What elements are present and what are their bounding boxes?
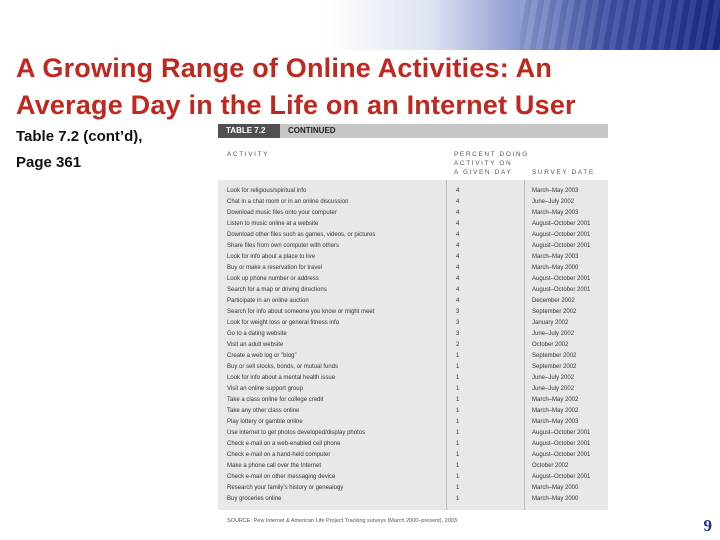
row-percent: 1 — [456, 364, 460, 370]
row-percent: 3 — [456, 331, 460, 337]
row-survey-date: March–May 2003 — [532, 188, 579, 194]
row-activity: Buy or sell stocks, bonds, or mutual funds — [227, 364, 339, 370]
row-activity: Look up phone number or address — [227, 276, 319, 282]
row-percent: 1 — [456, 397, 460, 403]
row-activity: Check e-mail on a hand-held computer — [227, 452, 331, 458]
table-row — [218, 285, 608, 296]
row-survey-date: March–May 2000 — [532, 485, 579, 491]
row-activity: Play lottery or gamble online — [227, 419, 303, 425]
row-activity: Download other files such as games, videos, or pictures — [227, 232, 376, 238]
column-header-percent — [454, 150, 534, 177]
slide-title-line-2: Average Day in the Life on an Internet User — [16, 90, 576, 120]
column-header-activity: ACTIVITY — [227, 151, 270, 158]
row-survey-date: March–May 2002 — [532, 397, 579, 403]
row-percent: 1 — [456, 386, 460, 392]
table-row — [218, 186, 608, 197]
table-rows — [218, 186, 608, 505]
row-survey-date: September 2002 — [532, 364, 577, 370]
table-row — [218, 219, 608, 230]
row-percent: 4 — [456, 210, 460, 216]
table-row — [218, 483, 608, 494]
table-row — [218, 494, 608, 505]
table-row — [218, 417, 608, 428]
row-activity: Go to a dating website — [227, 331, 287, 337]
row-survey-date: August–October 2001 — [532, 452, 591, 458]
row-survey-date: March–May 2000 — [532, 265, 579, 271]
table-header-bar — [218, 124, 608, 138]
row-survey-date: June–July 2002 — [532, 199, 575, 205]
row-percent: 1 — [456, 375, 460, 381]
row-survey-date: August–October 2001 — [532, 221, 591, 227]
table-row — [218, 472, 608, 483]
slide-title-line-1: A Growing Range of Online Activities: An — [16, 53, 553, 83]
row-activity: Download music files onto your computer — [227, 210, 337, 216]
row-percent: 1 — [456, 452, 460, 458]
table-row — [218, 351, 608, 362]
table-reference — [16, 124, 216, 176]
row-survey-date: September 2002 — [532, 309, 577, 315]
row-survey-date: October 2002 — [532, 463, 569, 469]
row-percent: 4 — [456, 243, 460, 249]
table-row — [218, 384, 608, 395]
row-percent: 3 — [456, 309, 460, 315]
row-survey-date: August–October 2001 — [532, 441, 591, 447]
row-activity: Make a phone call over the Internet — [227, 463, 322, 469]
table-row — [218, 230, 608, 241]
row-survey-date: December 2002 — [532, 298, 575, 304]
row-survey-date: March–May 2002 — [532, 408, 579, 414]
table-row — [218, 395, 608, 406]
table-reference-line-2: Page 361 — [16, 154, 82, 171]
row-survey-date: March–May 2000 — [532, 496, 579, 502]
row-survey-date: June–July 2002 — [532, 386, 575, 392]
row-percent: 2 — [456, 342, 460, 348]
row-percent: 4 — [456, 287, 460, 293]
table-row — [218, 439, 608, 450]
row-percent: 4 — [456, 276, 460, 282]
row-activity: Buy groceries online — [227, 496, 282, 502]
table-row — [218, 318, 608, 329]
row-activity: Use internet to get photos developed/display photos — [227, 430, 366, 436]
row-survey-date: March–May 2003 — [532, 210, 579, 216]
table-reference-line-1: Table 7.2 (cont’d), — [16, 128, 143, 145]
row-percent: 4 — [456, 221, 460, 227]
row-survey-date: August–October 2001 — [532, 276, 591, 282]
row-percent: 4 — [456, 254, 460, 260]
table-row — [218, 340, 608, 351]
row-activity: Share files from own computer with others — [227, 243, 340, 249]
table-row — [218, 252, 608, 263]
row-activity: Chat in a chat room or in an online discussion — [227, 199, 349, 205]
row-survey-date: September 2002 — [532, 353, 577, 359]
table-row — [218, 208, 608, 219]
row-activity: Create a web log or "blog" — [227, 353, 297, 359]
textbook-table — [218, 124, 608, 524]
row-survey-date: August–October 2001 — [532, 232, 591, 238]
table-label: TABLE 7.2 — [218, 124, 280, 138]
row-activity: Buy or make a reservation for travel — [227, 265, 323, 271]
column-header-percent-line-3: A GIVEN DAY — [454, 169, 513, 176]
table-row — [218, 241, 608, 252]
row-activity: Look for info about a place to live — [227, 254, 316, 260]
page-number: 9 — [703, 516, 712, 535]
table-row — [218, 274, 608, 285]
table-row — [218, 428, 608, 439]
row-percent: 1 — [456, 463, 460, 469]
header-banner — [0, 0, 720, 50]
table-row — [218, 307, 608, 318]
column-header-percent-line-1: PERCENT DOING — [454, 151, 529, 158]
row-activity: Check e-mail on a web-enabled cell phone — [227, 441, 341, 447]
table-source-note: SOURCE: Pew Internet & American Life Project Tracking surveys (March 2000–present), 2003. — [227, 518, 459, 524]
row-survey-date: March–May 2003 — [532, 254, 579, 260]
row-survey-date: August–October 2001 — [532, 474, 591, 480]
row-activity: Look for info about a mental health issue — [227, 375, 336, 381]
row-survey-date: August–October 2001 — [532, 287, 591, 293]
row-percent: 1 — [456, 408, 460, 414]
row-percent: 4 — [456, 199, 460, 205]
row-activity: Research your family’s history or genealogy — [227, 485, 344, 491]
table-row — [218, 461, 608, 472]
row-percent: 1 — [456, 430, 460, 436]
table-row — [218, 373, 608, 384]
table-row — [218, 329, 608, 340]
row-percent: 3 — [456, 320, 460, 326]
row-activity: Visit an online support group — [227, 386, 303, 392]
row-survey-date: June–July 2002 — [532, 375, 575, 381]
row-percent: 4 — [456, 232, 460, 238]
row-activity: Take any other class online — [227, 408, 300, 414]
column-header-percent-line-2: ACTIVITY ON — [454, 160, 513, 167]
row-survey-date: March–May 2003 — [532, 419, 579, 425]
table-continued-label: CONTINUED — [280, 124, 608, 138]
row-activity: Check e-mail on other messaging device — [227, 474, 336, 480]
table-row — [218, 263, 608, 274]
row-activity: Visit an adult website — [227, 342, 284, 348]
row-activity: Look for religious/spiritual info — [227, 188, 307, 194]
row-percent: 1 — [456, 353, 460, 359]
row-percent: 4 — [456, 188, 460, 194]
row-survey-date: June–July 2002 — [532, 331, 575, 337]
row-percent: 1 — [456, 419, 460, 425]
row-percent: 1 — [456, 496, 460, 502]
row-survey-date: August–October 2001 — [532, 243, 591, 249]
row-activity: Search for a map or driving directions — [227, 287, 327, 293]
row-percent: 1 — [456, 474, 460, 480]
table-row — [218, 450, 608, 461]
banner-texture — [520, 0, 720, 50]
row-survey-date: August–October 2001 — [532, 430, 591, 436]
row-survey-date: January 2002 — [532, 320, 569, 326]
row-activity: Search for info about someone you know or might meet — [227, 309, 375, 315]
row-activity: Listen to music online at a website — [227, 221, 319, 227]
row-percent: 4 — [456, 298, 460, 304]
row-survey-date: October 2002 — [532, 342, 569, 348]
column-header-survey-date: SURVEY DATE — [532, 169, 595, 176]
row-activity: Take a class online for college credit — [227, 397, 324, 403]
table-row — [218, 362, 608, 373]
row-activity: Look for weight loss or general fitness info — [227, 320, 340, 326]
table-row — [218, 296, 608, 307]
table-row — [218, 406, 608, 417]
slide-title — [16, 50, 716, 124]
row-activity: Participate in an online auction — [227, 298, 309, 304]
row-percent: 1 — [456, 485, 460, 491]
table-row — [218, 197, 608, 208]
row-percent: 1 — [456, 441, 460, 447]
row-percent: 4 — [456, 265, 460, 271]
